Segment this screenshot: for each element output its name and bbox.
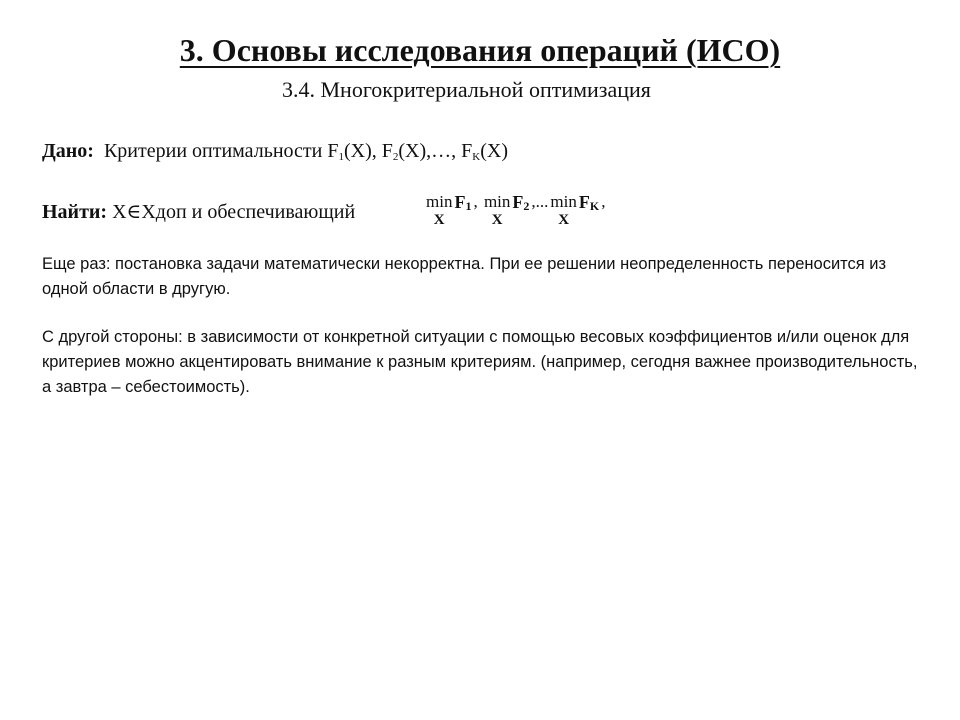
fk-sub: K (589, 199, 600, 213)
min-operator-2 (484, 192, 510, 228)
given-part-2: (X), F (343, 140, 393, 162)
formula-sep-3: , (601, 192, 606, 211)
given-part-4: (X) (480, 140, 508, 162)
formula-sep-1: , (473, 192, 478, 211)
formula-sep-2: ,... (531, 192, 549, 211)
slide-subtitle: 3.4. Многокритериальной оптимизация (282, 77, 651, 102)
min-operator-1 (426, 192, 452, 228)
given-sub-1: 1 (338, 151, 344, 163)
min-op-label: min (426, 192, 453, 211)
given-sub-2: 2 (392, 151, 399, 163)
min-op-under: X (491, 212, 503, 228)
slide-title-text: 3. Основы исследования операций (ИСО) (179, 32, 781, 68)
find-label: Найти: (42, 201, 108, 223)
slide-title (0, 30, 960, 70)
f1-sub: 1 (465, 199, 472, 213)
find-text: X∈Xдоп и обеспечивающий (112, 201, 356, 223)
given-label: Дано: (42, 140, 94, 162)
criterion-f1 (454, 192, 471, 216)
paragraph-weights: С другой стороны: в зависимости от конкретной ситуации с помощью весовых коэффициентов и/или оценок для критериев можно акцентировать внимание к разным критериям. (например, сегодня важнее производительность, а завтра – себестоимость). (42, 328, 918, 396)
min-op-label: min (550, 192, 577, 211)
min-op-under: X (558, 212, 570, 228)
min-op-label: min (483, 192, 511, 211)
min-operator-k (550, 192, 576, 228)
given-text: Критерии оптимальности F (103, 140, 339, 162)
given-part-3: (X),…, F (398, 140, 473, 162)
f2-letter: F (512, 192, 524, 212)
min-formula (426, 192, 607, 232)
min-op-under: X (433, 212, 445, 228)
fk-letter: F (578, 192, 590, 212)
criterion-f2 (512, 192, 529, 216)
f1-letter: F (454, 192, 466, 212)
given-sub-k: K (472, 151, 481, 163)
given-line (42, 138, 508, 170)
paragraph-ill-posed: Еще раз: постановка задачи математически некорректна. При ее решении неопределенность переносится из одной области в другую. (42, 255, 887, 298)
f2-sub: 2 (523, 199, 530, 213)
criterion-fk (579, 192, 599, 216)
find-line (42, 199, 355, 225)
